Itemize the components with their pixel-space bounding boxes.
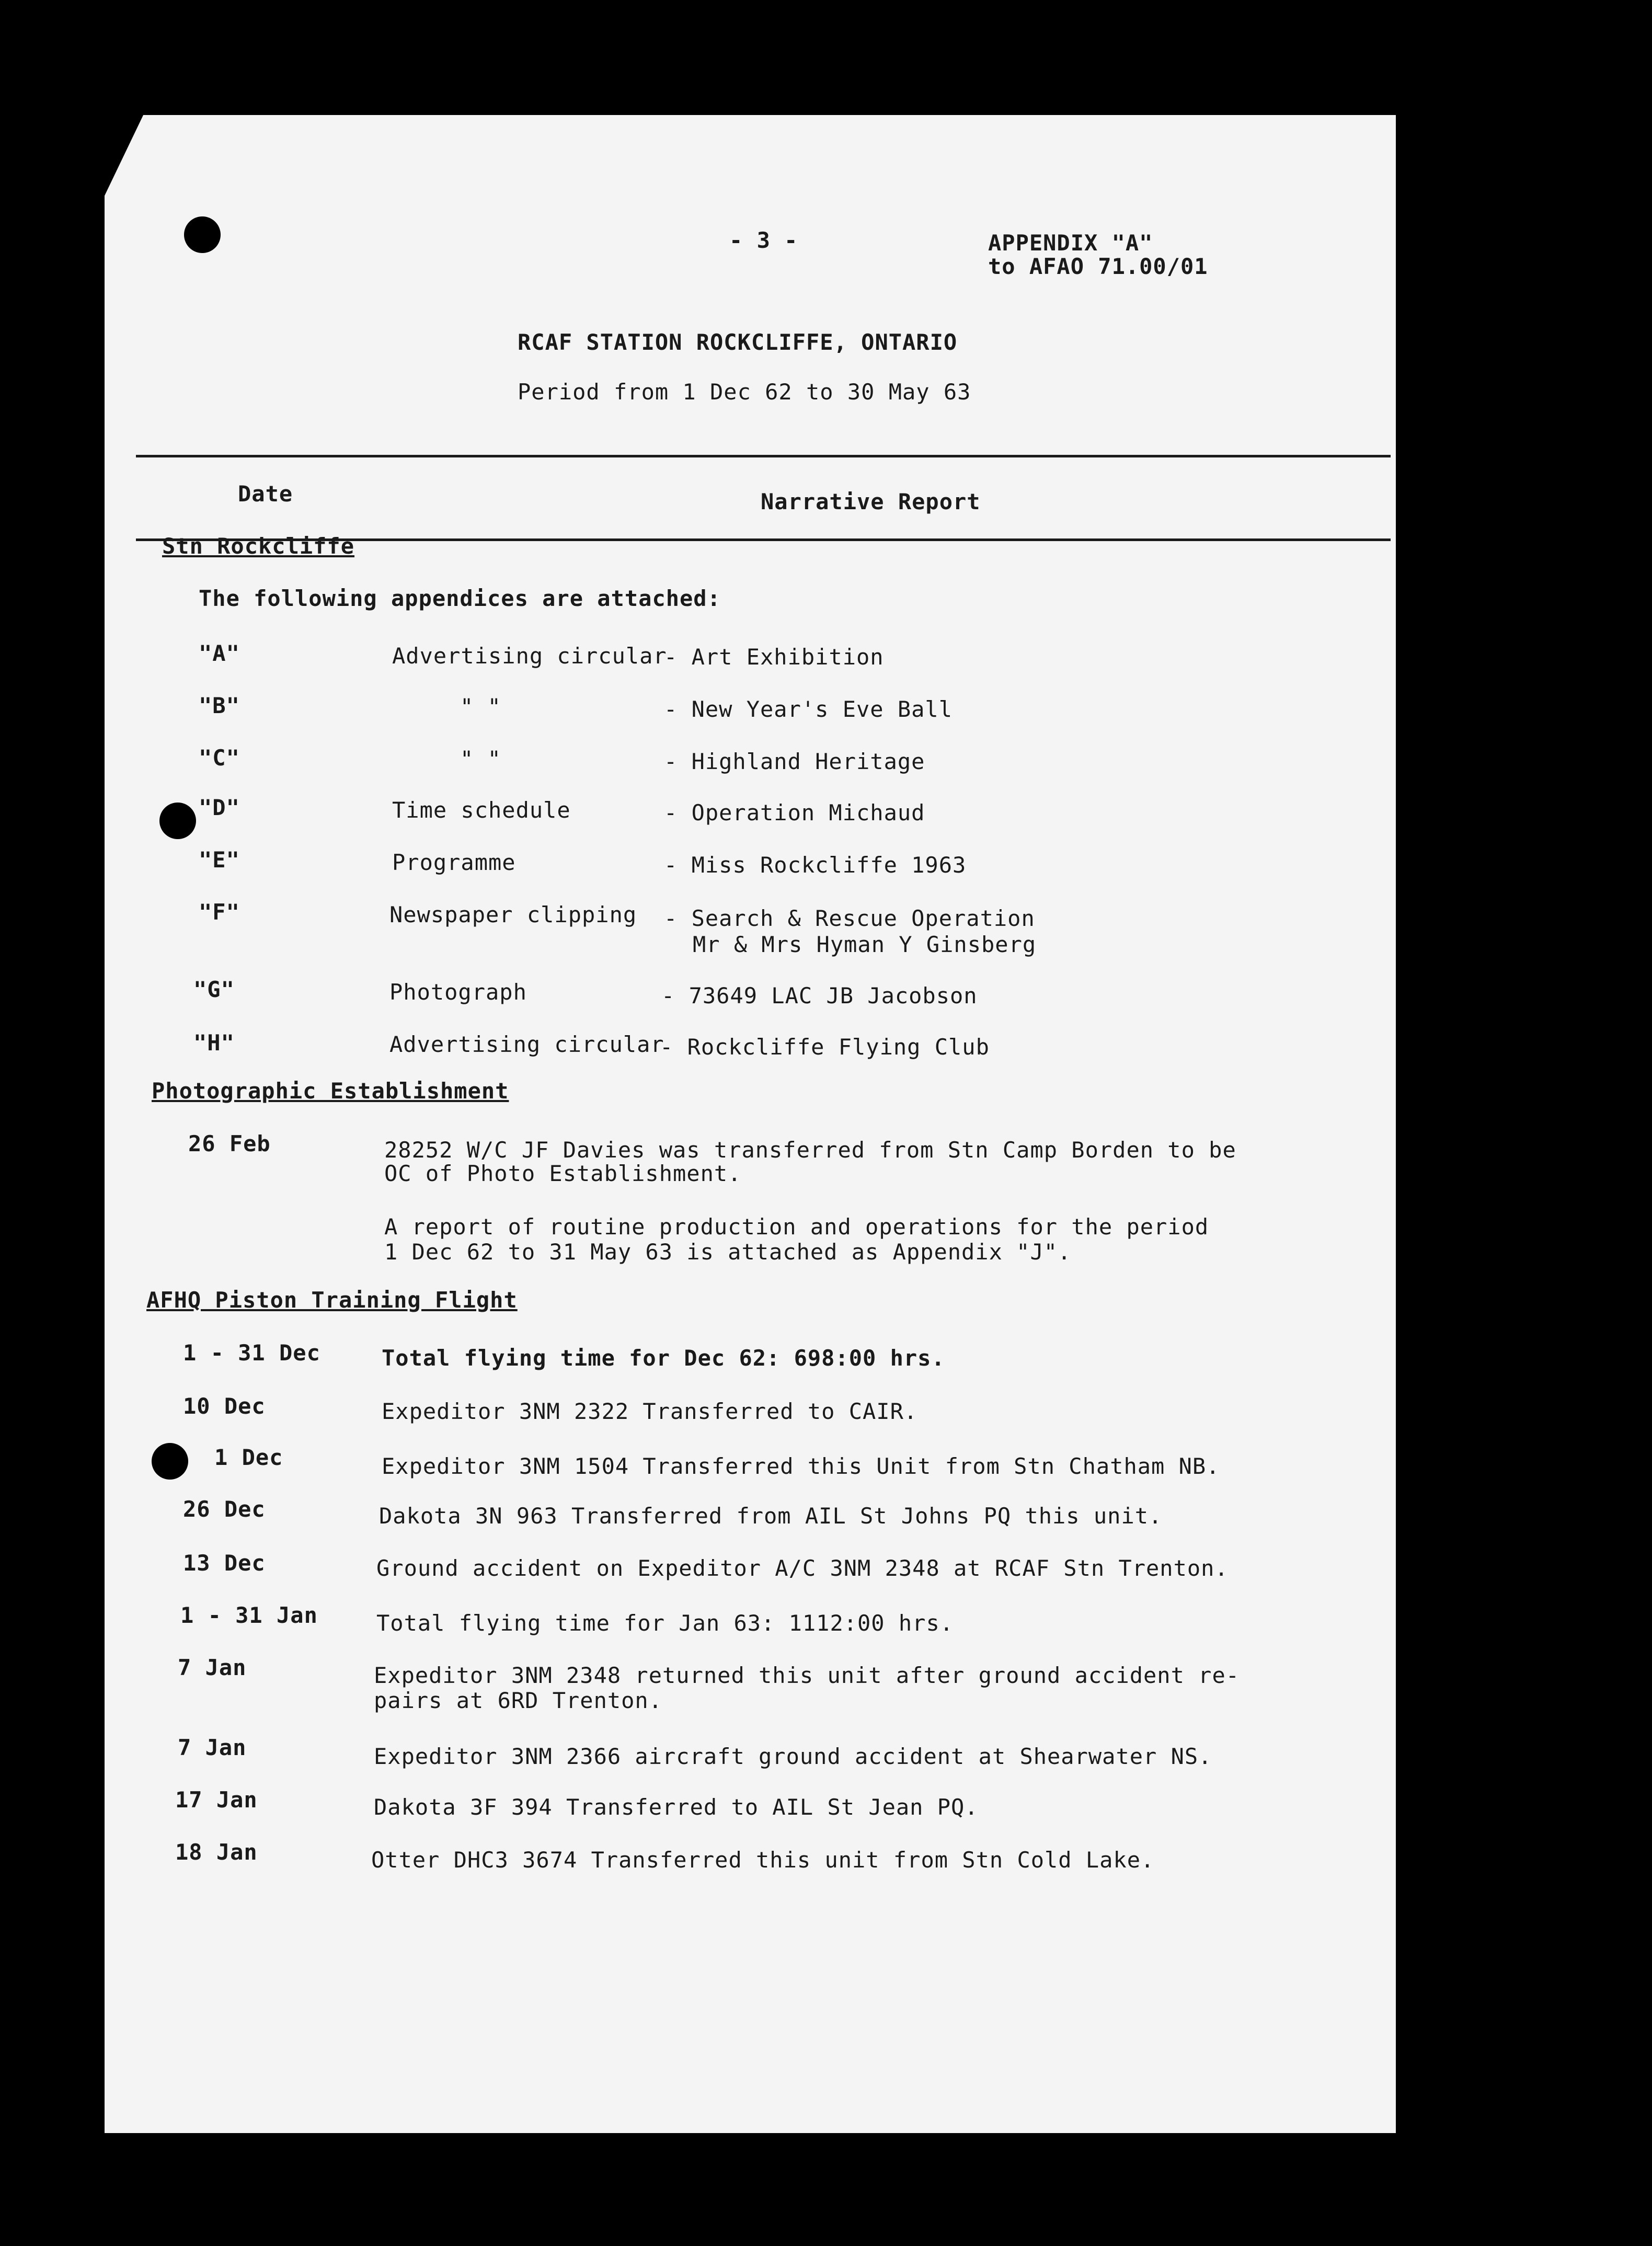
entry-text: Expeditor 3NM 2366 aircraft ground accident at Shearwater NS. <box>374 1744 1212 1769</box>
entry-text: Total flying time for Dec 62: 698:00 hrs. <box>382 1345 945 1371</box>
column-header-narrative: Narrative Report <box>761 489 981 514</box>
appendix-type: Newspaper clipping <box>389 902 637 927</box>
appendix-description: - 73649 LAC JB Jacobson <box>661 983 978 1009</box>
appendices-intro: The following appendices are attached: <box>199 586 721 611</box>
appendix-type: Advertising circular <box>389 1032 664 1057</box>
entry-date: 1 - 31 Dec <box>183 1340 320 1366</box>
entry-date: 26 Feb <box>188 1131 271 1156</box>
entry-text: 28252 W/C JF Davies was transferred from Stn Camp Borden to be <box>384 1137 1236 1163</box>
page-number: - 3 - <box>729 227 798 253</box>
document-page <box>105 115 1396 2133</box>
entry-text: Expeditor 3NM 2348 returned this unit after ground accident re- <box>374 1663 1240 1688</box>
appendix-letter: "B" <box>199 693 240 718</box>
entry-text: OC of Photo Establishment. <box>384 1161 742 1186</box>
punch-hole <box>159 803 196 839</box>
appendix-reference: to AFAO 71.00/01 <box>988 254 1208 279</box>
appendix-description: - Art Exhibition <box>664 644 884 670</box>
appendix-description: - Operation Michaud <box>664 800 925 826</box>
entry-text: 1 Dec 62 to 31 May 63 is attached as Appendix "J". <box>384 1239 1072 1265</box>
section-heading-photographic-establishment: Photographic Establishment <box>152 1078 509 1104</box>
entry-text: Otter DHC3 3674 Transferred this unit from Stn Cold Lake. <box>371 1847 1155 1873</box>
appendix-letter: "H" <box>193 1030 235 1056</box>
entry-text: Expeditor 3NM 1504 Transferred this Unit from Stn Chatham NB. <box>382 1453 1220 1479</box>
entry-date: 13 Dec <box>183 1550 266 1576</box>
appendix-type: Photograph <box>389 979 527 1005</box>
appendix-letter: "A" <box>199 640 240 666</box>
document-title: RCAF STATION ROCKCLIFFE, ONTARIO <box>518 329 958 355</box>
appendix-description: - New Year's Eve Ball <box>664 696 953 722</box>
entry-date: 7 Jan <box>178 1655 247 1680</box>
appendix-type: Time schedule <box>392 797 571 823</box>
entry-text: Expeditor 3NM 2322 Transferred to CAIR. <box>382 1399 918 1424</box>
appendix-letter: "E" <box>199 847 240 873</box>
entry-date: 17 Jan <box>175 1787 258 1813</box>
entry-text-continued: pairs at 6RD Trenton. <box>374 1688 663 1713</box>
period-line: Period from 1 Dec 62 to 30 May 63 <box>518 379 971 405</box>
appendix-description: - Miss Rockcliffe 1963 <box>664 852 967 878</box>
appendix-type: Advertising circular <box>392 643 667 669</box>
header-rule-top <box>136 455 1391 457</box>
entry-text: A report of routine production and operations for the period <box>384 1214 1209 1240</box>
section-heading-stn-rockcliffe: Stn Rockcliffe <box>162 533 355 559</box>
entry-text: Total flying time for Jan 63: 1112:00 hrs. <box>376 1610 954 1636</box>
appendix-letter: "G" <box>193 977 235 1002</box>
punch-hole <box>152 1443 188 1480</box>
entry-date: 10 Dec <box>183 1393 266 1419</box>
appendix-letter: "D" <box>199 795 240 820</box>
appendix-description-continued: Mr & Mrs Hyman Y Ginsberg <box>693 932 1037 957</box>
punch-hole <box>184 216 221 253</box>
appendix-letter: "F" <box>199 899 240 925</box>
appendix-type: Programme <box>392 850 516 875</box>
entry-date: 7 Jan <box>178 1735 247 1760</box>
entry-text: Dakota 3F 394 Transferred to AIL St Jean PQ. <box>374 1794 979 1820</box>
entry-date: 1 Dec <box>214 1445 283 1470</box>
appendix-type: " " <box>460 746 501 772</box>
entry-date: 26 Dec <box>183 1496 266 1522</box>
entry-text: Ground accident on Expeditor A/C 3NM 2348 at RCAF Stn Trenton. <box>376 1555 1229 1581</box>
appendix-description: - Search & Rescue Operation <box>664 906 1035 931</box>
appendix-letter: "C" <box>199 745 240 771</box>
entry-date: 1 - 31 Jan <box>180 1602 318 1628</box>
appendix-description: - Highland Heritage <box>664 749 925 774</box>
appendix-label: APPENDIX "A" <box>988 230 1153 256</box>
appendix-type: " " <box>460 694 501 719</box>
appendix-description: - Rockcliffe Flying Club <box>660 1034 990 1060</box>
entry-text: Dakota 3N 963 Transferred from AIL St Johns PQ this unit. <box>379 1503 1163 1529</box>
section-heading-afhq-piston-training-flight: AFHQ Piston Training Flight <box>146 1287 518 1313</box>
column-header-date: Date <box>238 481 293 507</box>
entry-date: 18 Jan <box>175 1839 258 1865</box>
